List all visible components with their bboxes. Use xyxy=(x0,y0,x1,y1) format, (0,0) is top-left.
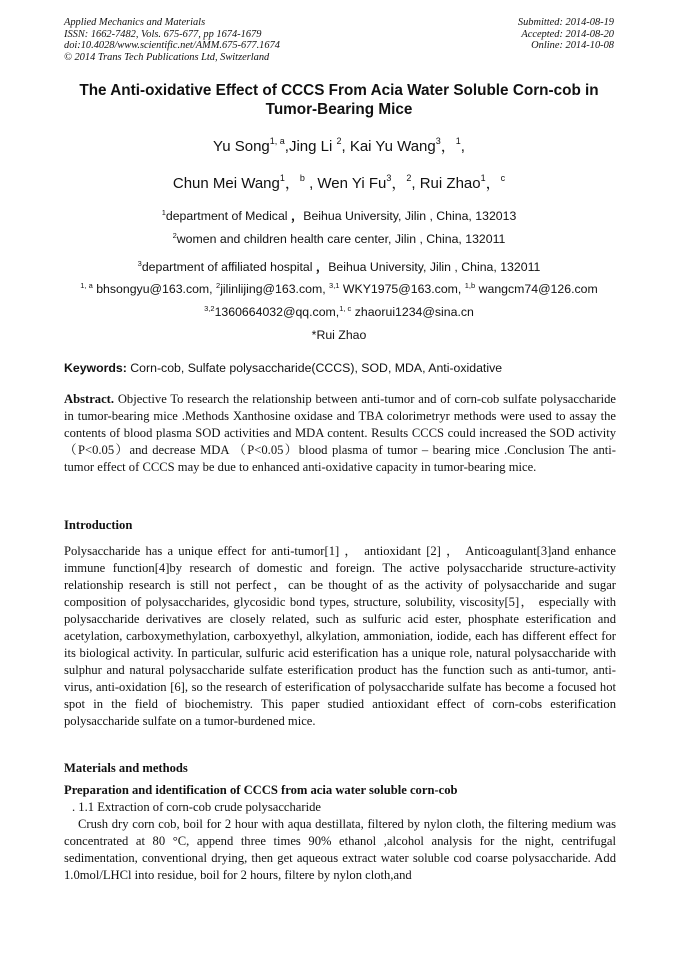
email-link[interactable]: WKY1975@163.com, xyxy=(339,282,465,296)
email-sup: 1, c xyxy=(339,304,352,313)
methods-heading: Materials and methods xyxy=(64,761,188,775)
affil-text: women and children health care center, Jilin , China, 132011 xyxy=(176,232,506,246)
keywords-text: Corn-cob, Sulfate polysaccharide(CCCS), SOD, MDA, Anti-oxidative xyxy=(126,361,503,375)
author-sup: 3 xyxy=(386,173,392,183)
author-name: , Rui Zhao xyxy=(411,175,481,192)
affil-sup: 2 xyxy=(172,231,177,240)
email-sup: 1, a xyxy=(80,281,93,290)
author-sep: , xyxy=(460,138,465,155)
author-sup: 1 xyxy=(480,173,486,183)
author-line-2 xyxy=(0,172,678,193)
introduction-heading: Introduction xyxy=(64,518,133,532)
journal-name: Applied Mechanics and Materials xyxy=(64,17,206,28)
affil-sup: 3 xyxy=(137,259,142,268)
journal-doi: doi:10.4028/www.scientific.net/AMM.675-677.1674 xyxy=(64,40,280,52)
email-link[interactable]: zhaorui1234@sina.cn xyxy=(351,305,474,319)
email-line-1 xyxy=(0,282,678,296)
keywords xyxy=(64,361,502,375)
email-line-2 xyxy=(0,305,678,319)
affil-sep: ， xyxy=(315,260,329,274)
introduction-text: Polysaccharide has a unique effect for anti-tumor[1] ， antioxidant [2] ， Anticoagulant[3]and enhance immune function[4]by research of domestic and foreign. The active polysaccharide structure-activity relationship research is still not perfect，can be thought of as the activity of polysaccharide and sugar composition of polysaccharides, glycosidic bond types, structure, solubility, viscosity[5]， especially with polysaccharide derivatives are closely related, such as sulfuric acid ester, phosphate esterification and acetylation, carboxymethylation, carboxyethyl, alkylation, ammoniation, iodide, each has different effect for its biological activity. In particular, sulfuric acid esterification has a unique role, natural polysaccharide with sulphur and natural polysaccharide sulfate esterification product has the function such as anti-tumor, anti-virus, anti-oxidation [6], so the research of esterification of polysaccharide sulfate has become a focused hot spot in the field of biochemistry. This paper studied antioxidant effect of corn-cobs esterification polysaccharide sulfate on a tumor-burdened mice. xyxy=(64,544,616,728)
affil-text: Beihua University, Jilin , China, 132011 xyxy=(328,260,541,274)
methods-step: . 1.1 Extraction of corn-cob crude polysaccharide xyxy=(72,800,321,814)
author-sup: 2 xyxy=(406,173,412,183)
author-sup: 3 xyxy=(435,136,441,146)
author-sup: 1, a xyxy=(269,136,285,146)
author-sep: ， xyxy=(440,138,456,155)
email-link[interactable]: jilinlijing@163.com, xyxy=(220,282,330,296)
email-link[interactable]: bhsongyu@163.com, xyxy=(92,282,217,296)
affiliation-1 xyxy=(0,206,678,224)
abstract xyxy=(64,391,616,476)
author-line-1 xyxy=(0,135,678,156)
author-sup: b xyxy=(299,173,305,183)
author-name: , Kai Yu Wang xyxy=(341,138,436,155)
abstract-text: Objective To research the relationship between anti-tumor and of corn-cob sulfate polysaccharide in tumor-bearing mice .Methods Xanthosine oxidase and TBA colorimetryr methods were used to assay the contents of blood plasma SOD activities and MDA content. Results CCCS could increased the SOD activity （P<0.05）and decrease MDA （P<0.05）blood plasma of tumor – bearing mice .Conclusion The anti-tumor effect of CCCS may be due to enhanced anti-oxidative capacity in tumor-bearing mice. xyxy=(64,392,616,474)
journal-issn: ISSN: 1662-7482, Vols. 675-677, pp 1674-1679 xyxy=(64,28,262,40)
affil-sup: 1 xyxy=(161,208,166,217)
author-name: ,Jing Li xyxy=(284,138,337,155)
affiliation-2 xyxy=(0,232,678,246)
email-sup: 3,2 xyxy=(204,304,215,313)
author-sep: ， xyxy=(485,175,501,192)
submission-dates xyxy=(518,17,614,52)
affiliation-3 xyxy=(0,257,678,275)
email-link[interactable]: wangcm74@126.com xyxy=(475,282,598,296)
affil-text: department of Medical xyxy=(165,209,291,223)
author-name: , Wen Yi Fu xyxy=(304,175,387,192)
author-sup: 1 xyxy=(279,173,285,183)
affil-text: Beihua University, Jilin , China, 132013 xyxy=(303,209,517,223)
email-sup: 2 xyxy=(216,281,221,290)
author-sep: ， xyxy=(284,175,300,192)
accepted-date: Accepted: 2014-08-20 xyxy=(521,28,614,40)
abstract-label: Abstract. xyxy=(64,392,115,406)
journal-info xyxy=(64,17,280,63)
affil-sep: ， xyxy=(290,209,304,223)
online-date: Online: 2014-10-08 xyxy=(531,40,614,52)
author-name: Yu Song xyxy=(213,138,270,155)
author-sep: ， xyxy=(391,175,407,192)
author-name: Chun Mei Wang xyxy=(172,175,280,192)
author-sup: c xyxy=(500,173,506,183)
email-sup: 3,1 xyxy=(329,281,340,290)
journal-copyright: © 2014 Trans Tech Publications Ltd, Switzerland xyxy=(64,51,270,63)
methods-text: Crush dry corn cob, boil for 2 hour with aqua destillata, filtered by nylon cloth, the filtering medium was concentrated at 80 °C, append three times 90% ethanol ,alcohol analysis for the night, centrifugal sedimentation, conventional drying, then get aqueous extract water soluble cod coarse polysaccharide. Add 1.0mol/LHCl into residue, boil for 2 hours, filtere by nylon cloth,and xyxy=(64,817,616,882)
keywords-label: Keywords: xyxy=(64,361,127,375)
email-sup: 1,b xyxy=(464,281,476,290)
author-sup: 2 xyxy=(336,136,342,146)
corresponding-author: *Rui Zhao xyxy=(311,328,367,342)
paper-title: The Anti-oxidative Effect of CCCS From Acia Water Soluble Corn-cob in Tumor-Bearing Mice xyxy=(79,82,599,118)
submitted-date: Submitted: 2014-08-19 xyxy=(517,17,614,28)
methods-subheading: Preparation and identification of CCCS from acia water soluble corn-cob xyxy=(64,783,458,797)
email-link[interactable]: 1360664032@qq.com, xyxy=(214,305,340,319)
author-sup: 1 xyxy=(455,136,461,146)
affil-text: department of affiliated hospital xyxy=(141,260,316,274)
